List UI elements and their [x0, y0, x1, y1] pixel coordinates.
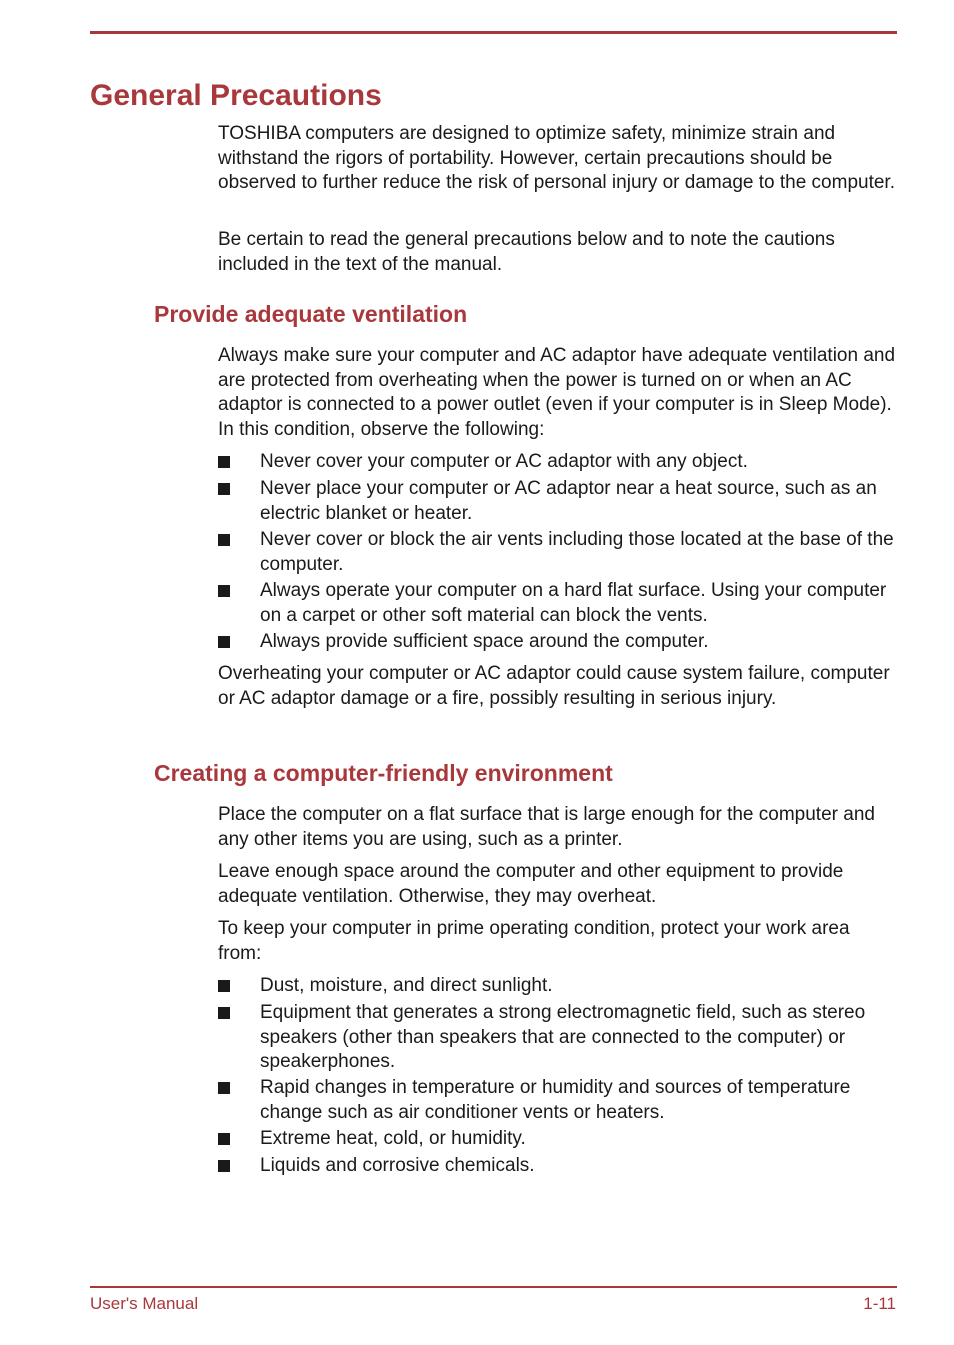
list-item-text: Extreme heat, cold, or humidity. [260, 1128, 526, 1149]
footer-rule [90, 1286, 897, 1288]
list-item-text: Dust, moisture, and direct sunlight. [260, 975, 553, 996]
list-item-text: Always provide sufficient space around the computer. [260, 631, 709, 652]
list-item-text: Rapid changes in temperature or humidity and sources of temperature change such as air conditioner vents or heaters. [260, 1077, 851, 1123]
bullet-square-icon [218, 1133, 230, 1145]
list-item-text: Never cover or block the air vents including those located at the base of the computer. [260, 529, 894, 575]
list-item [218, 1154, 898, 1179]
list-item-text: Equipment that generates a strong electromagnetic field, such as stereo speakers (other than speakers that are connected to the computer) or speakerphones. [260, 1002, 866, 1072]
footer-page-number: 1-11 [863, 1294, 896, 1313]
list-item [218, 1001, 898, 1075]
bullet-square-icon [218, 636, 230, 648]
bullet-square-icon [218, 483, 230, 495]
environment-paragraph-1: Place the computer on a flat surface that is large enough for the computer and any other items you are using, such as a printer. [218, 804, 875, 850]
environment-paragraph-3: To keep your computer in prime operating condition, protect your work area from: [218, 918, 850, 964]
bullet-square-icon [218, 980, 230, 992]
intro-paragraph-2: Be certain to read the general precautions below and to note the cautions included in the text of the manual. [218, 229, 835, 275]
bullet-square-icon [218, 1160, 230, 1172]
bullet-square-icon [218, 1082, 230, 1094]
ventilation-paragraph-2: Overheating your computer or AC adaptor could cause system failure, computer or AC adaptor damage or a fire, possibly resulting in serious injury. [218, 663, 890, 709]
list-item [218, 1127, 898, 1152]
list-item-text: Liquids and corrosive chemicals. [260, 1155, 535, 1176]
bullet-square-icon [218, 585, 230, 597]
intro-paragraph-1: TOSHIBA computers are designed to optimize safety, minimize strain and withstand the rigors of portability. However, certain precautions should be observed to further reduce the risk of personal injury or damage to the computer. [218, 123, 895, 193]
bullet-square-icon [218, 534, 230, 546]
list-item [218, 974, 898, 999]
list-item [218, 579, 898, 628]
list-item-text: Never place your computer or AC adaptor near a heat source, such as an electric blanket or heater. [260, 478, 877, 524]
footer-manual-title: User's Manual [90, 1294, 199, 1313]
page-title: General Precautions [90, 79, 382, 112]
list-item-text: Always operate your computer on a hard flat surface. Using your computer on a carpet or other soft material can block the vents. [260, 580, 887, 626]
bullet-square-icon [218, 1007, 230, 1019]
list-item [218, 477, 898, 526]
list-item [218, 450, 898, 475]
section-heading-ventilation: Provide adequate ventilation [154, 301, 468, 327]
section-heading-environment: Creating a computer-friendly environment [154, 760, 613, 786]
list-item [218, 630, 898, 655]
environment-paragraph-2: Leave enough space around the computer and other equipment to provide adequate ventilation. Otherwise, they may overheat. [218, 861, 844, 907]
ventilation-paragraph-1: Always make sure your computer and AC adaptor have adequate ventilation and are protected from overheating when the power is turned on or when an AC adaptor is connected to a power outlet (even if your computer is in Sleep Mode). In this condition, observe the following: [218, 345, 896, 440]
list-item [218, 528, 898, 577]
list-item [218, 1076, 898, 1125]
bullet-square-icon [218, 456, 230, 468]
list-item-text: Never cover your computer or AC adaptor with any object. [260, 451, 748, 472]
header-rule [90, 31, 897, 34]
